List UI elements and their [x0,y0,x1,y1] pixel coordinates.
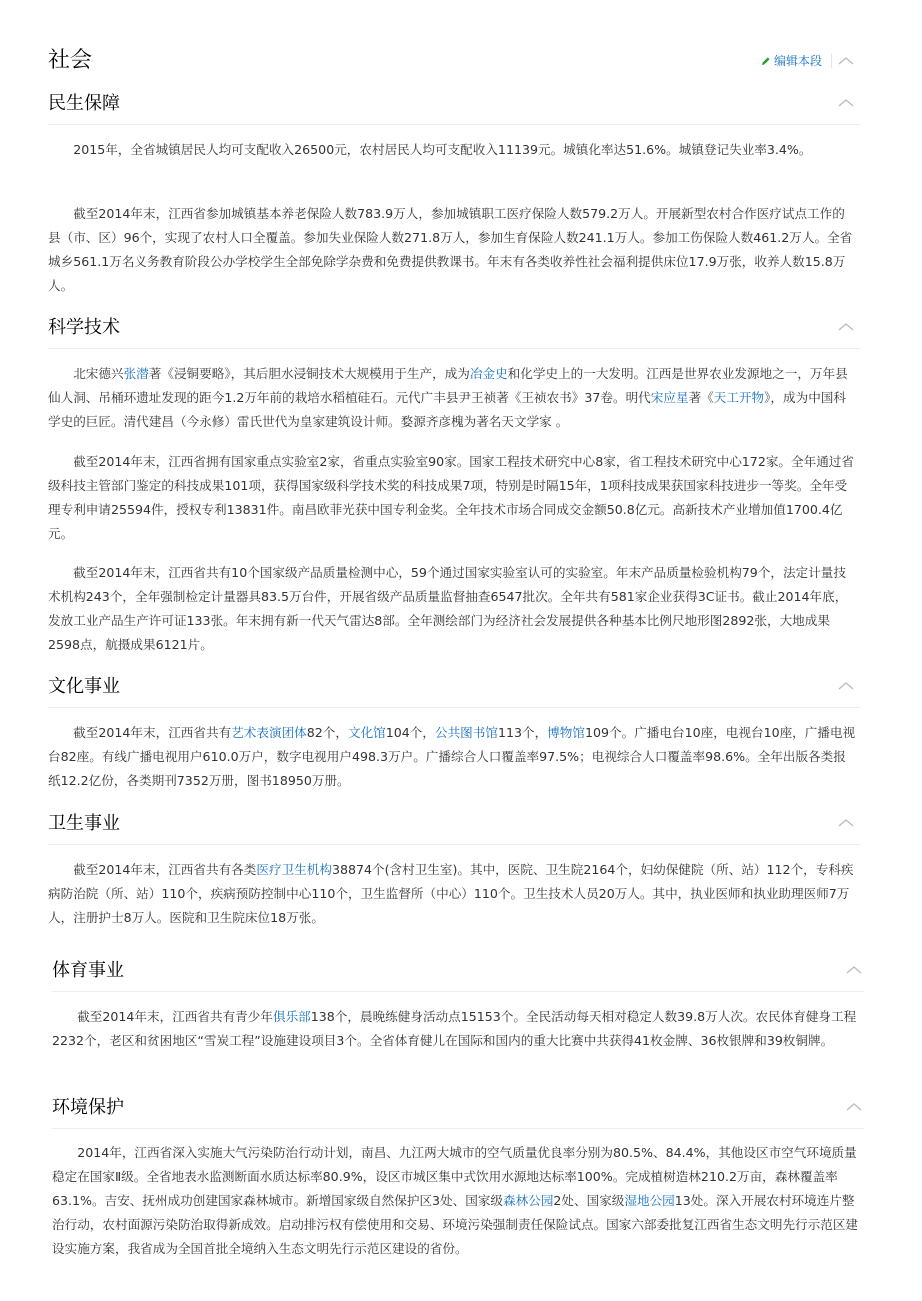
chevron-up-icon [837,97,855,109]
paragraph [48,561,856,657]
main-section-header [48,44,860,80]
section-title: 民生保障 [48,93,120,114]
collapse-main-button[interactable] [837,55,855,67]
edit-section-label: 编辑本段 [773,54,822,68]
paragraph [48,721,856,793]
chevron-up-icon [845,1101,863,1113]
link-forest-park[interactable]: 森林公园 [503,1193,554,1208]
section-title: 环境保护 [52,1097,124,1118]
section-title: 卫生事业 [48,813,120,834]
paragraph [48,202,856,298]
paragraph-text: 著《 [688,390,714,405]
paragraph-text: 104个， [385,725,435,740]
link-club[interactable]: 俱乐部 [272,1009,311,1024]
paragraph-text: 著《浸铜要略》，其后胆水浸铜技术大规模用于生产，成为 [148,366,470,381]
header-divider [831,54,832,68]
link-tiangong-kaiwu[interactable]: 天工开物 [713,390,765,405]
section-header-culture [48,673,860,708]
paragraph-text: 北宋德兴 [73,366,124,381]
section-header-health [48,810,860,845]
paragraph-text: 》，成为中国科学史的巨匠。清代建昌（今永修）雷氏世代为皇家建筑设计师。婺源齐彦槐为著名天文学家 。 [48,390,846,429]
paragraph-text: 截至2014年末，江西省共有 [73,725,232,740]
paragraph-text: 截至2014年末，江西省共有10个国家级产品质量检测中心，59个通过国家实验室认可的实验室。年末产品质量检验机构79个，法定计量技术机构243个，全年强制检定计量器具83.5万台件，开展省级产品质量监督抽查6547批次。全年共有581家企业获得3C证书。截止2014年底，发放工业产品生产许可证133张。年末拥有新一代天气雷达8部。全年测绘部门为经济社会发展提供各种基本比例尺地形图2892张，大地成果2598点，航摄成果6121片。 [48,565,848,652]
section-header-sports [52,957,864,992]
paragraph-text: 2014年，江西省深入实施大气污染防治行动计划，南昌、九江两大城市的空气质量优良率分别为80.5%、84.4%，其他设区市空气环境质量稳定在国家Ⅱ级。全省地表水监测断面水质达标率80.9%，设区市城区集中式饮用水源地达标率100%。完成植树造林210.2万亩，森林覆盖率63.1%。吉安、抚州成功创建国家森林城市。新增国家级自然保护区3处、国家级 [52,1145,857,1208]
link-metallurgy-history[interactable]: 冶金史 [469,366,508,381]
collapse-section-button[interactable] [837,680,855,692]
link-zhang-qian[interactable]: 张潜 [123,366,149,381]
pencil-icon [761,56,771,66]
paragraph-text: 2处、国家级 [553,1193,625,1208]
collapse-section-button[interactable] [845,1101,863,1113]
paragraph-text: 截至2014年末，江西省共有青少年 [77,1009,273,1024]
link-song-yingxing[interactable]: 宋应星 [650,390,689,405]
link-cultural-center[interactable]: 文化馆 [347,725,386,740]
collapse-section-button[interactable] [845,964,863,976]
link-medical-institutions[interactable]: 医疗卫生机构 [256,862,332,877]
paragraph-text: 138个，晨晚练健身活动点15153个。全民活动每天相对稳定人数39.8万人次。农民体育健身工程2232个，老区和贫困地区“雪炭工程”设施建设项目3个。全省体育健儿在国际和国内的重大比赛中共获得41枚金牌、36枚银牌和39枚铜牌。 [52,1009,857,1048]
paragraph [48,138,856,162]
collapse-section-button[interactable] [837,97,855,109]
paragraph [48,858,856,930]
link-museum[interactable]: 博物馆 [547,725,585,740]
edit-section-button[interactable] [761,53,822,69]
chevron-up-icon [837,680,855,692]
collapse-section-button[interactable] [837,817,855,829]
paragraph [48,450,856,546]
paragraph-text: 113个， [497,725,548,740]
section-header-livelihood [48,90,860,125]
paragraph-text: 和化学史上的一大发明。江西是世界农业发源地之一，万年县仙人洞、吊桶环遗址发现的距今1.2万年前的栽培水稻植硅石。元代广丰县尹王祯著《王祯农书》37卷。明代 [48,366,848,405]
paragraph-text: 截至2014年末，江西省参加城镇基本养老保险人数783.9万人，参加城镇职工医疗保险人数579.2万人。开展新型农村合作医疗试点工作的县（市、区）96个，实现了农村人口全覆盖。参加失业保险人数271.8万人，参加生育保险人数241.1万人。参加工伤保险人数461.2万人。全省城乡561.1万名义务教育阶段公办学校学生全部免除学杂费和免费提供教课书。年末有各类收养性社会福利提供床位17.9万张，收养人数15.8万人。 [48,206,853,293]
collapse-section-button[interactable] [837,321,855,333]
chevron-up-icon [837,817,855,829]
chevron-up-icon [837,321,855,333]
paragraph-text: 82个， [306,725,348,740]
section-header-environment [52,1094,864,1129]
section-title: 体育事业 [52,960,124,981]
paragraph-text: 109个。广播电台10座，电视台10座，广播电视台82座。有线广播电视用户610.0万户，数字电视用户498.3万户。广播综合人口覆盖率97.5%；电视综合人口覆盖率98.6%。全年出版各类报纸12.2亿份，各类期刊7352万册，图书18950万册。 [48,725,856,788]
paragraph-text: 13处。深入开展农村环境连片整治行动，农村面源污染防治取得新成效。启动排污权有偿使用和交易、环境污染强制责任保险试点。国家六部委批复江西省生态文明先行示范区建设实施方案，我省成为全国首批全境纳入生态文明先行示范区建设的省份。 [52,1193,858,1256]
paragraph-text: 38874个(含村卫生室)。其中，医院、卫生院2164个，妇幼保健院（所、站）112个，专科疾病防治院（所、站）110个，疾病预防控制中心110个，卫生监督所（中心）110个。卫生技术人员20万人。其中，执业医师和执业助理医师7万人，注册护士8万人。医院和卫生院床位18万张。 [48,862,854,925]
chevron-up-icon [845,964,863,976]
page-title: 社会 [48,48,93,73]
link-art-troupes[interactable]: 艺术表演团体 [231,725,307,740]
paragraph [48,362,856,434]
paragraph-text: 2015年，全省城镇居民人均可支配收入26500元，农村居民人均可支配收入11139元。城镇化率达51.6%。城镇登记失业率3.4%。 [73,142,812,157]
section-title: 文化事业 [48,676,120,697]
link-public-library[interactable]: 公共图书馆 [434,725,498,740]
chevron-up-icon [837,55,855,67]
paragraph-text: 截至2014年末，江西省拥有国家重点实验室2家，省重点实验室90家。国家工程技术研究中心8家，省工程技术研究中心172家。全年通过省级科技主管部门鉴定的科技成果101项，获得国家级科学技术奖的科技成果7项，特别是时隔15年，1项科技成果获国家科技进步一等奖。全年受理专利申请25594件，授权专利13831件。南昌欧菲光获中国专利金奖。全年技术市场合同成交金额50.8亿元。高新技术产业增加值1700.4亿元。 [48,454,854,541]
paragraph [52,1005,860,1053]
paragraph-text: 截至2014年末，江西省共有各类 [73,862,257,877]
section-header-science [48,314,860,349]
link-wetland-park[interactable]: 湿地公园 [624,1193,675,1208]
paragraph [52,1141,860,1261]
section-title: 科学技术 [48,317,120,338]
